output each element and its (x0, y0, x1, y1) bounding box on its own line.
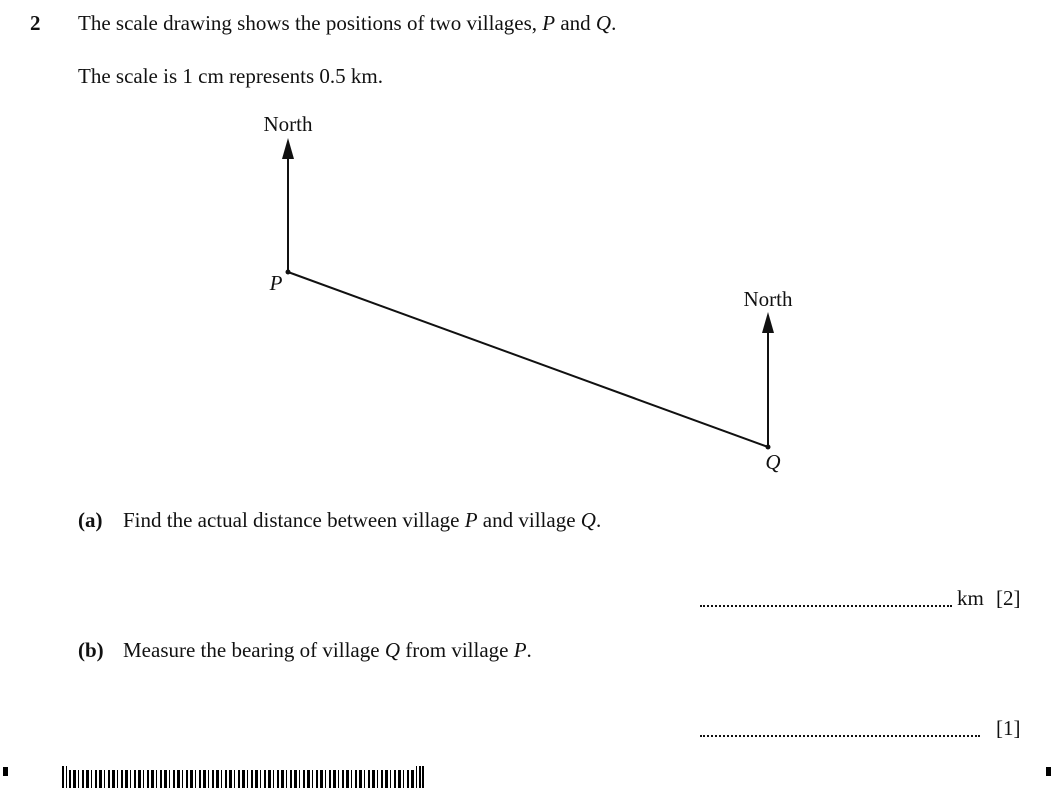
part-a-prefix: Find the actual distance between village (123, 508, 465, 532)
north-arrow-q-head (762, 312, 774, 333)
line-pq (288, 272, 768, 447)
intro-village-p: P (542, 11, 556, 35)
intro-suffix: . (611, 11, 617, 35)
village-q-label: Q (765, 450, 781, 474)
north-label-p: North (263, 112, 313, 136)
north-arrow-p-head (282, 138, 294, 159)
scale-statement: The scale is 1 cm represents 0.5 km. (78, 64, 383, 88)
north-arrow-q (762, 312, 774, 447)
part-a-question (123, 510, 601, 531)
marks-a: [2] (996, 586, 1021, 610)
answer-line-a[interactable] (700, 605, 952, 607)
question-number: 2 (30, 11, 41, 35)
part-a-label: (a) (78, 508, 103, 532)
part-b-label: (b) (78, 638, 104, 662)
north-arrow-p (282, 138, 294, 272)
village-p-label: P (269, 271, 283, 295)
answer-line-b[interactable] (700, 735, 980, 737)
part-b-question (123, 640, 532, 661)
part-a-middle: and village (477, 508, 581, 532)
answer-a-unit: km (957, 586, 984, 610)
part-a-village-2: Q (580, 508, 596, 532)
page-edge-mark-right (1046, 767, 1051, 776)
village-q-dot (766, 445, 771, 450)
page-edge-mark-left (3, 767, 8, 776)
village-p-dot (286, 270, 291, 275)
part-b-suffix: . (526, 638, 532, 662)
intro-village-q: Q (595, 11, 612, 35)
part-b-middle: from village (400, 638, 514, 662)
barcode-bars (62, 766, 424, 788)
part-b-village-2: P (513, 638, 527, 662)
barcode (62, 766, 424, 788)
part-b-prefix: Measure the bearing of village (123, 638, 385, 662)
part-b-village-1: Q (384, 638, 400, 662)
marks-b: [1] (996, 716, 1021, 740)
intro-and: and (555, 11, 596, 35)
intro-prefix: The scale drawing shows the positions of two villages, (78, 11, 543, 35)
part-a-village-1: P (464, 508, 478, 532)
north-label-q: North (743, 287, 793, 311)
part-a-suffix: . (595, 508, 602, 532)
